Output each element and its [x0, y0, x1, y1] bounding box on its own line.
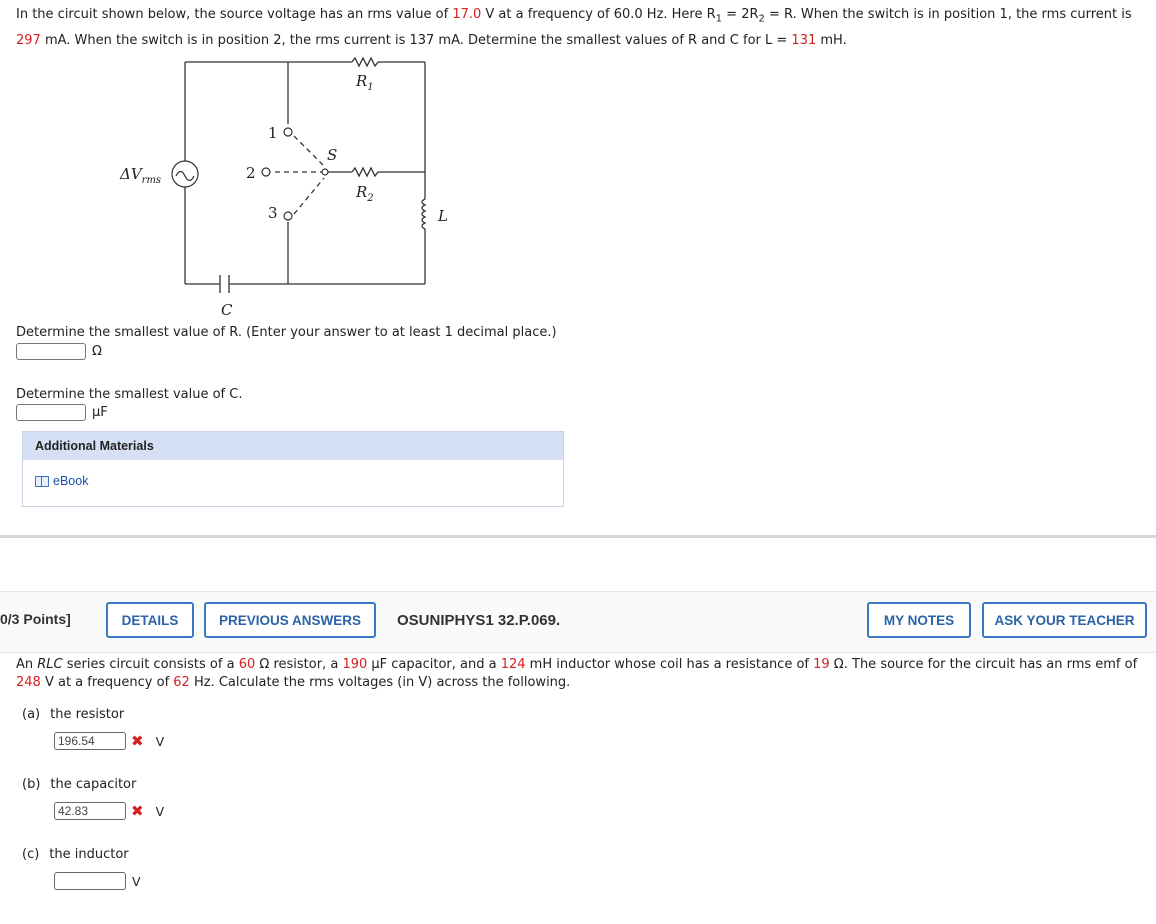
- question-id: OSUNIPHYS1 32.P.069.: [397, 612, 561, 629]
- microfarad-unit: µF: [92, 405, 108, 420]
- question-r: Determine the smallest value of R. (Enter your answer to at least 1 decimal place.): [16, 325, 557, 340]
- r-answer-input[interactable]: [16, 343, 86, 360]
- circuit-diagram: [100, 56, 460, 326]
- part-b-prompt: (b) the capacitor: [22, 777, 137, 792]
- switch-dash-3: [294, 178, 324, 214]
- volt-unit: V: [132, 873, 141, 889]
- answer-c-row: [16, 404, 108, 421]
- source-label: $\Delta V_{rms}$: [120, 165, 162, 186]
- switch-label: S: [327, 146, 338, 164]
- inductance-value: 131: [791, 33, 817, 49]
- terminal-2: [262, 168, 270, 176]
- part-a-answer-row: [54, 732, 164, 750]
- section-divider: [0, 535, 1156, 538]
- part-b-answer-row: [54, 802, 164, 820]
- ac-source-icon: [172, 161, 198, 187]
- r2-resistor: [352, 168, 378, 176]
- capacitance-value: 190: [342, 657, 368, 672]
- additional-materials-heading: Additional Materials: [23, 432, 563, 460]
- resistance-value: 60: [238, 657, 256, 672]
- r1-resistor: [352, 58, 378, 66]
- c-answer-input[interactable]: [16, 404, 86, 421]
- r1-label: $R_1$: [356, 72, 374, 93]
- terminal-3: [284, 212, 292, 220]
- switch-dash-1: [294, 136, 324, 166]
- terminal-1: [284, 128, 292, 136]
- ebook-label: eBook: [53, 474, 89, 488]
- capacitor-voltage-input[interactable]: 42.83: [54, 802, 126, 820]
- problem-statement: In the circuit shown below, the source voltage has an rms value of 17.0 V at a frequency of 60.0 Hz. Here $R_1 = 2R_2 = R$. When the switch is in position 1, the rms current is 297 mA. When the switch is in position 2, the rms current is 137 mA. Determine the smallest values of R and C for L = 131 mH.: [16, 7, 1132, 49]
- additional-materials-panel: [22, 431, 564, 507]
- coil-resistance-value: 19: [813, 657, 830, 672]
- details-button[interactable]: DETAILS: [106, 602, 194, 638]
- points-label: 0/3 Points]: [0, 611, 71, 627]
- voltage-value: 17.0: [452, 7, 482, 22]
- r2-label: $R_2$: [356, 183, 374, 204]
- pos2-label: 2: [246, 164, 256, 182]
- part-c-answer-row: [54, 872, 141, 890]
- part-a-prompt: (a) the resistor: [22, 707, 125, 722]
- switch-pivot: [322, 169, 328, 175]
- inductor-voltage-input[interactable]: [54, 872, 126, 890]
- question-c: Determine the smallest value of C.: [16, 387, 243, 402]
- pos3-label: 3: [268, 204, 278, 222]
- answer-r-row: [16, 343, 102, 360]
- problem2-statement: An RLC series circuit consists of a 60 Ω resistor, a 190 µF capacitor, and a 124 mH inductor whose coil has a resistance of 19 Ω. The source for the circuit has an rms emf of 248 V at a frequency of 62 Hz. Calculate the rms voltages (in V) across the following.: [16, 657, 1138, 690]
- ebook-link[interactable]: [35, 474, 88, 488]
- current-value: 297: [16, 33, 41, 49]
- inductance-value-2: 124: [500, 657, 526, 672]
- capacitor-label: C: [221, 301, 233, 319]
- part-c-prompt: (c) the inductor: [22, 847, 129, 862]
- volt-unit: V: [155, 803, 165, 819]
- incorrect-icon: ✖: [131, 802, 144, 820]
- ohm-unit: Ω: [92, 344, 102, 359]
- ask-your-teacher-button[interactable]: ASK YOUR TEACHER: [982, 602, 1147, 638]
- inductor-label: L: [438, 207, 448, 225]
- inductor-coil: [422, 199, 425, 229]
- my-notes-button[interactable]: MY NOTES: [867, 602, 971, 638]
- emf-value: 248: [16, 675, 41, 690]
- intro-text: In the circuit shown below, the source voltage has an rms value of: [16, 7, 453, 22]
- volt-unit: V: [155, 733, 165, 749]
- pos1-label: 1: [268, 124, 278, 142]
- frequency-value: 62: [173, 675, 190, 690]
- previous-answers-button[interactable]: PREVIOUS ANSWERS: [204, 602, 376, 638]
- incorrect-icon: ✖: [131, 732, 144, 750]
- book-icon: [35, 476, 49, 487]
- resistor-voltage-input[interactable]: 196.54: [54, 732, 126, 750]
